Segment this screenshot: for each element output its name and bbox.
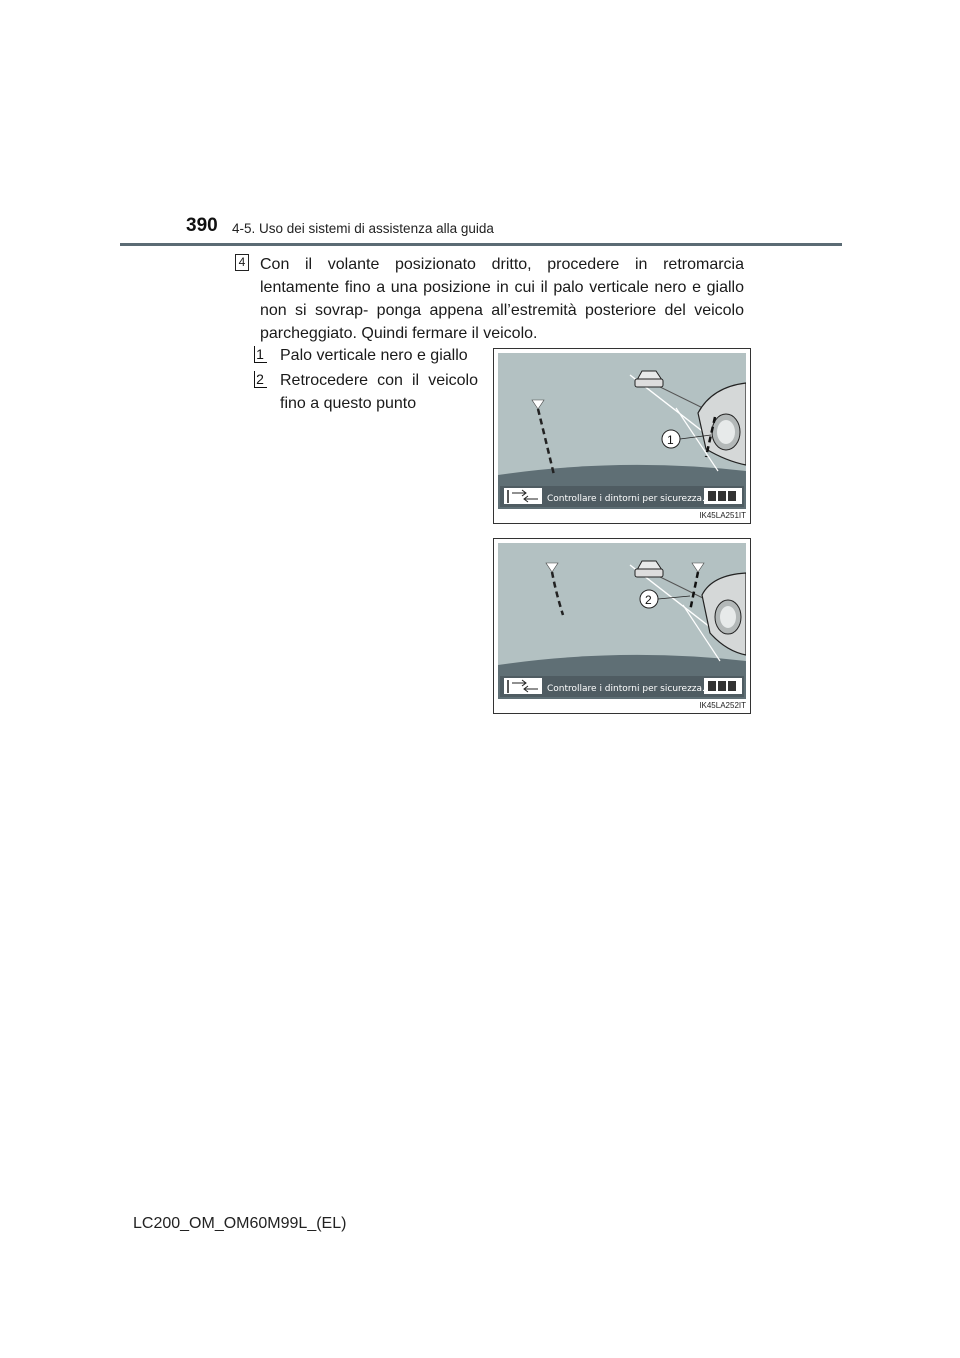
sensor-status-icon bbox=[708, 491, 736, 501]
item-text-1: Palo verticale nero e giallo bbox=[280, 347, 468, 364]
screen-callout-2: 2 bbox=[645, 593, 652, 607]
section-title: 4-5. Uso dei sistemi di assistenza alla guida bbox=[232, 221, 494, 236]
header-divider bbox=[120, 243, 842, 246]
item-number-2: 2 bbox=[253, 371, 267, 387]
item-number-1: 1 bbox=[253, 346, 267, 362]
screen-caption-1: Controllare i dintorni per sicurezza. bbox=[547, 494, 705, 504]
screen-caption-2: Controllare i dintorni per sicurezza. bbox=[547, 684, 705, 694]
step-number-badge: 4 bbox=[235, 254, 249, 271]
camera-view-figure-2 bbox=[493, 538, 751, 714]
footer-model-code: LC200_OM_OM60M99L_(EL) bbox=[133, 1215, 347, 1232]
figure-code-2: IK45LA252IT bbox=[699, 701, 746, 710]
step-instruction: Con il volante posizionato dritto, procedere in retromarcia lentamente fino a una posizione in cui il palo verticale nero e giallo non si sovrap- ponga appena all’estremità posteriore del veicolo parcheggiato. Quindi fermare il veicolo. bbox=[260, 256, 744, 342]
figure-code-1: IK45LA251IT bbox=[699, 511, 746, 520]
page-number: 390 bbox=[186, 215, 218, 236]
rear-camera-screen-1 bbox=[498, 353, 746, 509]
screen-callout-1: 1 bbox=[667, 433, 674, 447]
camera-view-figure-1 bbox=[493, 348, 751, 524]
sensor-status-icon bbox=[708, 681, 736, 691]
item-text-2: Retrocedere con il veicolo fino a questo punto bbox=[280, 372, 478, 412]
rear-camera-screen-2 bbox=[498, 543, 746, 699]
